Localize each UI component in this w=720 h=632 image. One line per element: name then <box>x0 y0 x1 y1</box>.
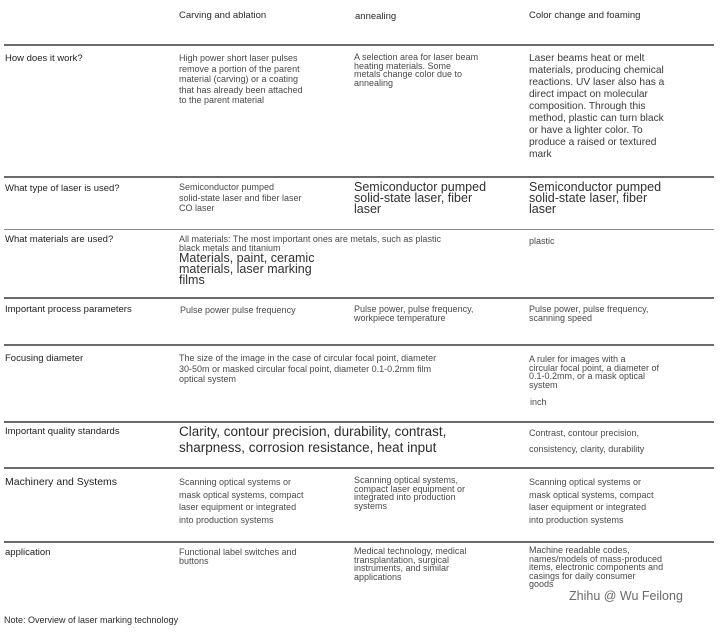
cell-machinery-carving <box>179 476 304 526</box>
cell-materials-list <box>179 253 314 286</box>
cell-params-carving <box>180 305 296 316</box>
cell-focus-unit: inch <box>530 397 547 407</box>
row-label-parameters: Important process parameters <box>5 304 132 315</box>
cell-quality-color <box>529 425 644 457</box>
cell-line: goods <box>529 579 554 590</box>
cell-line: casings for daily consumer <box>529 570 636 581</box>
cell-line: that has already been attached <box>179 84 303 95</box>
cell-line: mask optical systems, compact <box>529 489 654 500</box>
cell-line: Pulse power, pulse frequency, <box>354 304 474 314</box>
cell-line: All materials: The most important ones are metals, such as plastic <box>179 234 441 244</box>
cell-line: A selection area for laser beam <box>354 52 479 62</box>
row-label-materials: What materials are used? <box>5 234 114 245</box>
row-label-how: How does it work? <box>5 53 83 64</box>
cell-line: circular focal point, a diameter of <box>529 362 660 373</box>
cell-line: Scanning optical systems, <box>354 475 459 485</box>
cell-line: to the parent material <box>179 95 265 105</box>
row-label-laser-type: What type of laser is used? <box>5 183 120 194</box>
cell-line: laser <box>529 202 557 216</box>
cell-line: Semiconductor pumped <box>529 180 662 194</box>
cell-line: materials, laser marking <box>179 262 312 276</box>
row-label-application: application <box>5 547 51 558</box>
cell-line: Laser beams heat or melt <box>529 53 645 64</box>
row-divider <box>4 176 714 178</box>
cell-line: system <box>529 379 558 390</box>
cell-laser-annealing <box>354 182 486 215</box>
header-annealing: annealing <box>355 11 397 22</box>
cell-line: or have a lighter color. To <box>529 125 643 136</box>
header-color-change: Color change and foaming <box>529 10 641 21</box>
cell-line: method, plastic can turn black <box>529 113 664 124</box>
cell-line: mask optical systems, compact <box>179 489 304 500</box>
cell-line: Semiconductor pumped <box>179 182 275 192</box>
cell-line: solid-state laser, fiber <box>529 191 648 205</box>
cell-line: Semiconductor pumped <box>354 180 487 194</box>
cell-application-annealing <box>354 547 466 581</box>
cell-line: transplantation, surgical <box>354 554 450 565</box>
cell-machinery-annealing <box>354 476 465 510</box>
cell-line: scanning speed <box>529 312 593 323</box>
cell-line: films <box>179 273 205 287</box>
cell-line: sharpness, corrosion resistance, heat input <box>179 440 437 455</box>
cell-line: solid-state laser, fiber <box>354 191 473 205</box>
cell-line: material (carving) or a coating <box>179 74 299 84</box>
cell-line: produce a raised or textured <box>529 137 657 148</box>
cell-line: Contrast, contour precision, <box>529 428 640 438</box>
cell-line: laser equipment or integrated <box>179 502 297 512</box>
cell-materials-color <box>529 236 555 247</box>
cell-line: composition. Through this <box>529 101 646 112</box>
cell-line: plastic <box>529 236 555 246</box>
cell-line: Machine readable codes, <box>529 545 630 555</box>
cell-how-color <box>529 53 664 161</box>
cell-line: buttons <box>179 555 209 566</box>
row-divider <box>4 297 714 299</box>
cell-quality-carving <box>179 424 446 456</box>
cell-line: heating materials. Some <box>354 60 452 71</box>
cell-line: A ruler for images with a <box>529 354 626 364</box>
cell-line: reactions. UV laser also has a <box>529 77 665 88</box>
cell-line: workpiece temperature <box>354 312 446 323</box>
cell-line: High power short laser pulses <box>179 53 298 63</box>
cell-line: 0.1-0.2mm, or a mask optical <box>529 371 646 382</box>
row-divider <box>4 541 714 543</box>
cell-focus-carving <box>179 353 436 385</box>
cell-line: Medical technology, medical <box>354 546 467 556</box>
header-carving: Carving and ablation <box>179 10 267 21</box>
row-divider <box>4 344 714 346</box>
cell-application-carving <box>179 548 297 565</box>
cell-line: items, electronic components and <box>529 562 664 573</box>
cell-line: Scanning optical systems or <box>179 477 292 487</box>
cell-line: annealing <box>354 77 394 88</box>
cell-line: laser <box>354 202 382 216</box>
row-label-focusing: Focusing diameter <box>5 353 84 364</box>
cell-line: consistency, clarity, durability <box>529 444 645 454</box>
cell-line: The size of the image in the case of circular focal point, diameter <box>179 353 437 363</box>
watermark: Zhihu @ Wu Feilong <box>569 589 683 603</box>
cell-line: solid-state laser and fiber laser <box>179 192 302 203</box>
cell-line: Functional label switches and <box>179 547 297 557</box>
cell-line: metals change color due to <box>354 69 463 80</box>
cell-line: black metals and titanium <box>179 242 281 253</box>
row-divider <box>4 44 714 46</box>
cell-line: Scanning optical systems or <box>529 477 642 487</box>
cell-line: Materials, paint, ceramic <box>179 251 315 265</box>
cell-line: remove a portion of the parent <box>179 63 300 74</box>
cell-line: applications <box>354 571 402 582</box>
cell-application-color <box>529 546 663 589</box>
cell-line: Clarity, contour precision, durability, contrast, <box>179 424 447 439</box>
cell-laser-color <box>529 182 661 215</box>
cell-line: into production systems <box>179 514 274 525</box>
cell-line: systems <box>354 500 388 511</box>
cell-params-annealing <box>354 305 473 322</box>
cell-line: compact laser equipment or <box>354 483 466 494</box>
cell-line: Pulse power pulse frequency <box>180 305 296 315</box>
cell-laser-carving <box>179 182 302 214</box>
cell-line: materials, producing chemical <box>529 65 664 76</box>
cell-params-color <box>529 305 648 322</box>
cell-line: 30-50m or masked circular focal point, diameter 0.1-0.2mm film <box>179 363 432 374</box>
cell-focus-color <box>529 355 659 389</box>
cell-how-carving <box>179 53 303 106</box>
cell-line: laser equipment or integrated <box>529 502 647 512</box>
row-divider <box>4 467 714 469</box>
row-label-machinery: Machinery and Systems <box>5 476 118 488</box>
cell-line: integrated into production <box>354 492 456 503</box>
row-divider <box>4 229 714 230</box>
cell-line: mark <box>529 149 552 160</box>
cell-line: into production systems <box>529 514 624 525</box>
cell-line: optical system <box>179 374 237 384</box>
cell-how-annealing <box>354 53 478 87</box>
cell-line: direct impact on molecular <box>529 89 648 100</box>
table-note: Note: Overview of laser marking technology <box>4 615 179 625</box>
cell-line: Pulse power, pulse frequency, <box>529 304 649 314</box>
row-label-quality: Important quality standards <box>5 426 120 437</box>
cell-machinery-color <box>529 476 654 526</box>
cell-line: names/models of mass-produced <box>529 553 663 564</box>
cell-line: CO laser <box>179 203 215 213</box>
cell-line: instruments, and similar <box>354 563 450 574</box>
cell-materials-all <box>179 235 441 252</box>
row-divider <box>4 421 714 423</box>
